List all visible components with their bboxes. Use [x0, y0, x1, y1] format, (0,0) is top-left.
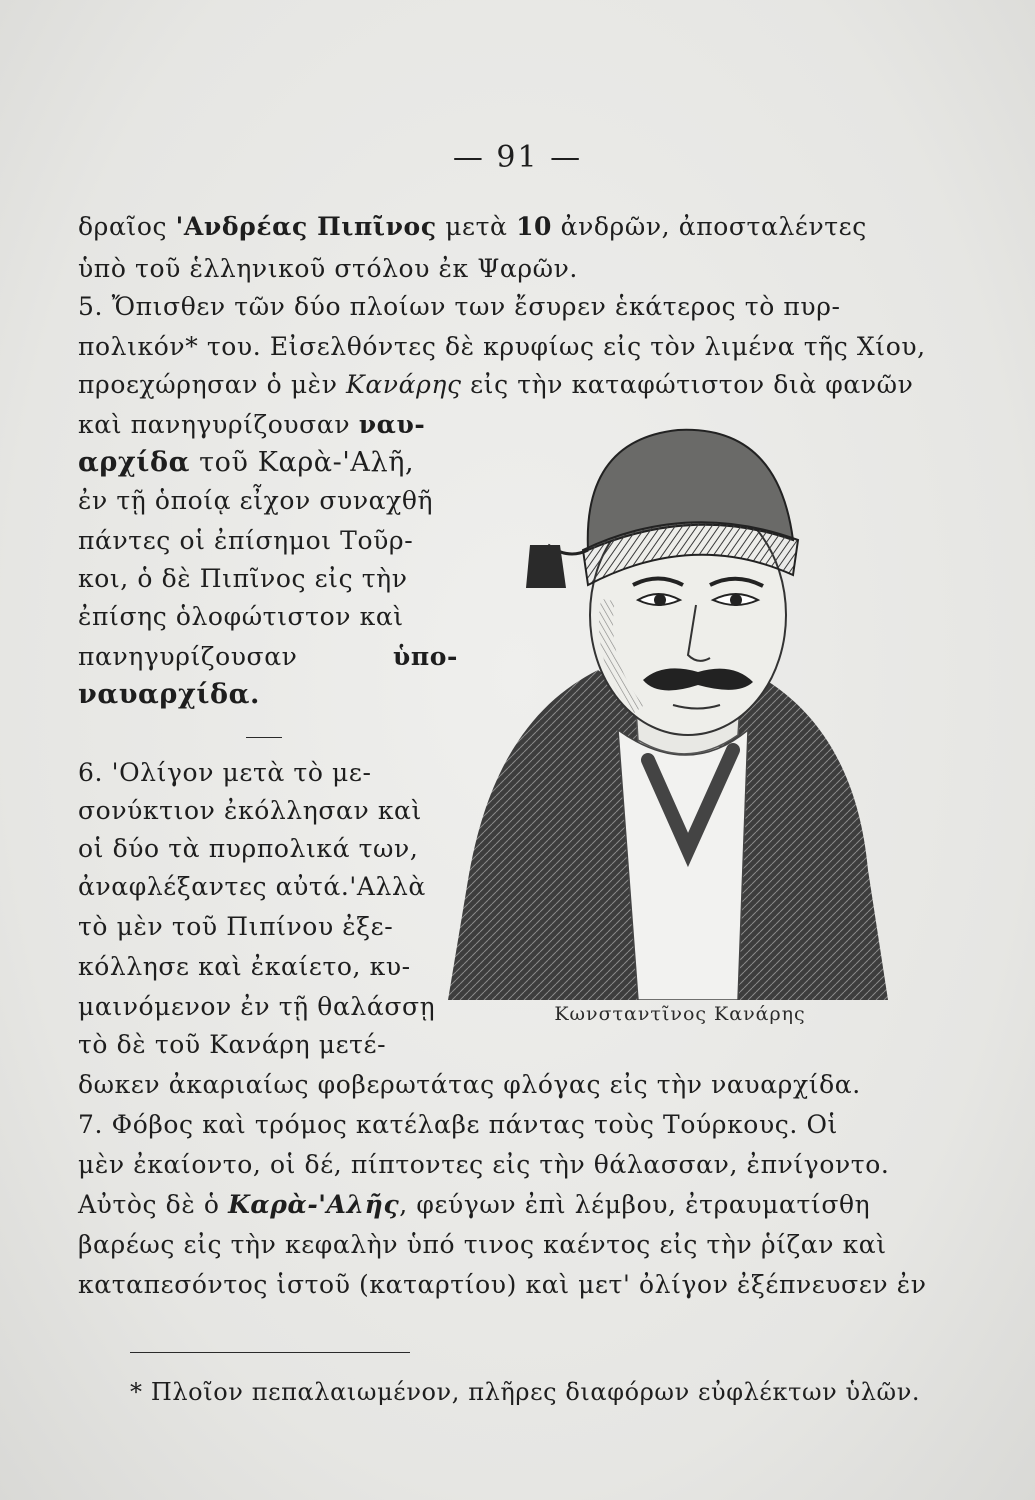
text-line-9: πάντες οἱ ἐπίσημοι Τοῦρ- — [78, 526, 414, 555]
text-line-3: 5. Ὄπισθεν τῶν δύο πλοίων των ἔσυρεν ἑκάτερος τὸ πυρ- — [78, 292, 841, 321]
name-kanaris: Κανάρης — [346, 370, 462, 399]
text-line-19: κόλλησε καὶ ἐκαίετο, κυ- — [78, 952, 411, 981]
text-line-16: οἱ δύο τὰ πυρπολικά των, — [78, 834, 419, 863]
text-line-15: σονύκτιον ἐκόλλησαν καὶ — [78, 796, 422, 825]
text-line-22: δωκεν ἀκαριαίως φοβερωτάτας φλόγας εἰς τὴν ναυαρχίδα. — [78, 1070, 861, 1099]
text-line-13: ναυαρχίδα. — [78, 679, 260, 710]
text-line-6: καὶ πανηγυρίζουσαν ναυ- — [78, 410, 426, 439]
fur-coat-left — [448, 670, 648, 1000]
section-divider — [246, 737, 282, 738]
tassel — [526, 545, 566, 588]
text-line-23: 7. Φόβος καὶ τρόμος κατέλαβε πάντας τοὺς Τούρκους. Οἱ — [78, 1110, 838, 1139]
text-line-2: ὑπὸ τοῦ ἑλληνικοῦ στόλου ἐκ Ψαρῶν. — [78, 254, 578, 283]
text-line-14: 6. 'Ολίγον μετὰ τὸ με- — [78, 758, 372, 787]
text-line-1: δραῖος 'Ανδρέας Πιπῖνος μετὰ 10 ἀνδρῶν, ἀποσταλέντες — [78, 212, 867, 241]
text-line-5: προεχώρησαν ὁ μὲν Κανάρης εἰς τὴν καταφώτιστον διὰ φανῶν — [78, 370, 914, 399]
portrait-engraving — [448, 400, 888, 1000]
text-line-8: ἐν τῇ ὁποίᾳ εἶχον συναχθῆ — [78, 486, 434, 515]
text-line-12: πανηγυρίζουσαν ὑπο- — [78, 642, 458, 671]
footnote-rule — [130, 1352, 410, 1353]
footnote: * Πλοῖον πεπαλαιωμένον, πλῆρες διαφόρων εὐφλέκτων ὑλῶν. — [130, 1378, 921, 1406]
text-line-18: τὸ μὲν τοῦ Πιπίνου ἐξε- — [78, 912, 394, 941]
portrait-caption: Κωνσταντῖνος Κανάρης — [554, 1003, 806, 1025]
text-line-4: πολικόν* του. Εἰσελθόντες δὲ κρυφίως εἰς τὸν λιμένα τῆς Χίου, — [78, 332, 926, 361]
text-line-25: Αὐτὸς δὲ ὁ Καρὰ-'Αλῆς, φεύγων ἐπὶ λέμβου, ἐτραυματίσθη — [78, 1190, 871, 1219]
text-line-20: μαινόμενον ἐν τῇ θαλάσσῃ — [78, 992, 436, 1021]
text-line-17: ἀναφλέξαντες αὐτά.'Αλλὰ — [78, 872, 426, 901]
text-line-21: τὸ δὲ τοῦ Κανάρη μετέ- — [78, 1030, 387, 1059]
text-line-7: αρχίδα τοῦ Καρὰ-'Αλῆ, — [78, 447, 415, 478]
text-line-27: καταπεσόντος ἱστοῦ (καταρτίου) καὶ μετ' ὀλίγον ἐξέπνευσεν ἐν — [78, 1270, 927, 1299]
name-kara-ali: Καρὰ-'Αλῆς — [228, 1190, 400, 1219]
name-andreas-pipinos: 'Ανδρέας Πιπῖνος — [175, 212, 437, 241]
text-line-10: κοι, ὁ δὲ Πιπῖνος εἰς τὴν — [78, 564, 408, 593]
page-number: — 91 — — [452, 140, 583, 175]
text-line-11: ἐπίσης ὁλοφώτιστον καὶ — [78, 602, 404, 631]
text-line-24: μὲν ἐκαίοντο, οἱ δέ, πίπτοντες εἰς τὴν θάλασσαν, ἐπνίγοντο. — [78, 1150, 890, 1179]
text-line-26: βαρέως εἰς τὴν κεφαλὴν ὑπό τινος καέντος εἰς τὴν ῥίζαν καὶ — [78, 1230, 887, 1259]
